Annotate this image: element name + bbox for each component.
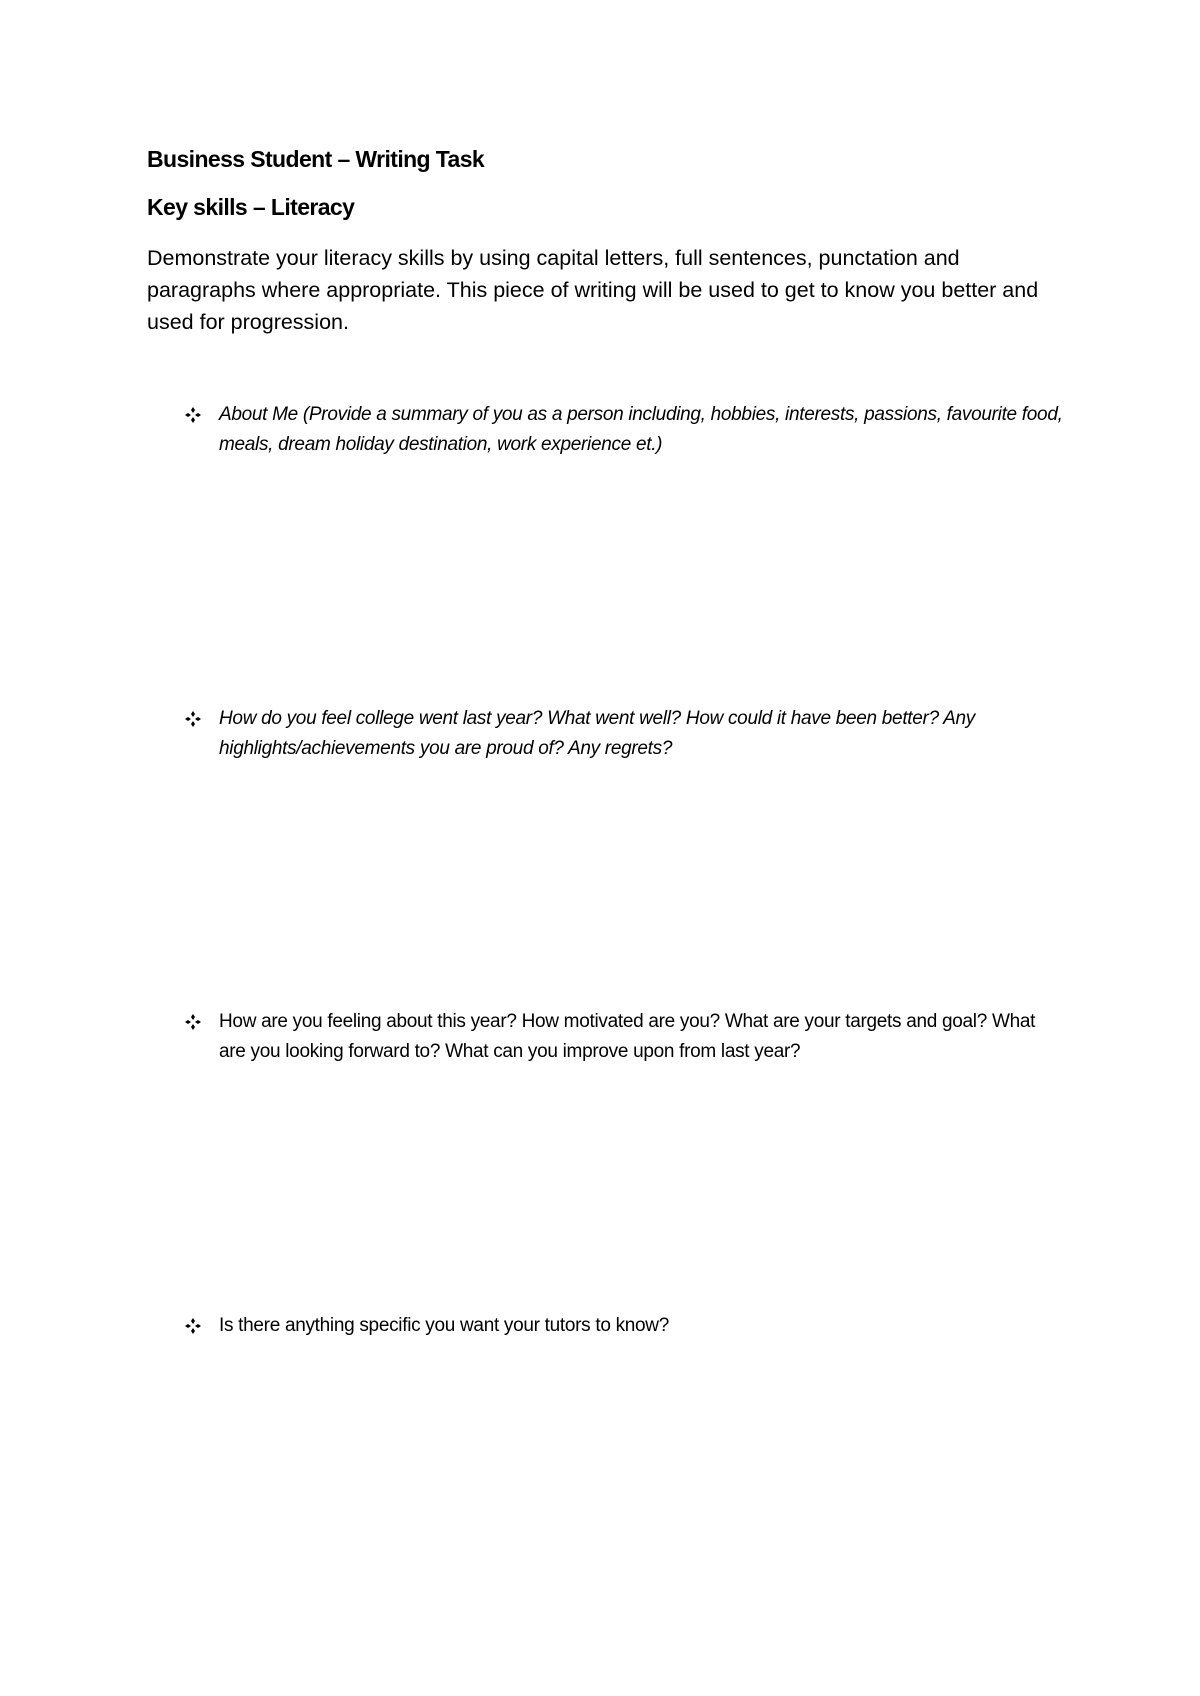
question-this-year: [185, 1007, 1065, 1067]
document-title: Business Student – Writing Task: [147, 146, 485, 172]
question-text: About Me (Provide a summary of you as a person including, hobbies, interests, passions, favourite food, meals, dream holiday destination, work experience et.): [219, 404, 1063, 455]
question-text: How are you feeling about this year? How motivated are you? What are your targets and goal? What are you looking forward to? What can you improve upon from last year?: [219, 1011, 1036, 1062]
question-text: Is there anything specific you want your tutors to know?: [219, 1315, 669, 1336]
diamond-bullet-icon: [185, 400, 219, 430]
diamond-bullet-icon: [185, 704, 219, 734]
document-subtitle: Key skills – Literacy: [147, 194, 355, 220]
diamond-bullet-icon: [185, 1311, 219, 1341]
question-text: How do you feel college went last year? What went well? How could it have been better? Any highlights/achievements you are proud of? Any regrets?: [219, 708, 975, 759]
intro-paragraph: Demonstrate your literacy skills by using capital letters, full sentences, punctation and paragraphs where appropriate. This piece of writing will be used to get to know you better and used for progression.: [147, 246, 1039, 334]
question-about-me: [185, 400, 1065, 460]
question-tutors: [185, 1311, 1065, 1341]
question-last-year: [185, 704, 1065, 764]
diamond-bullet-icon: [185, 1007, 219, 1037]
